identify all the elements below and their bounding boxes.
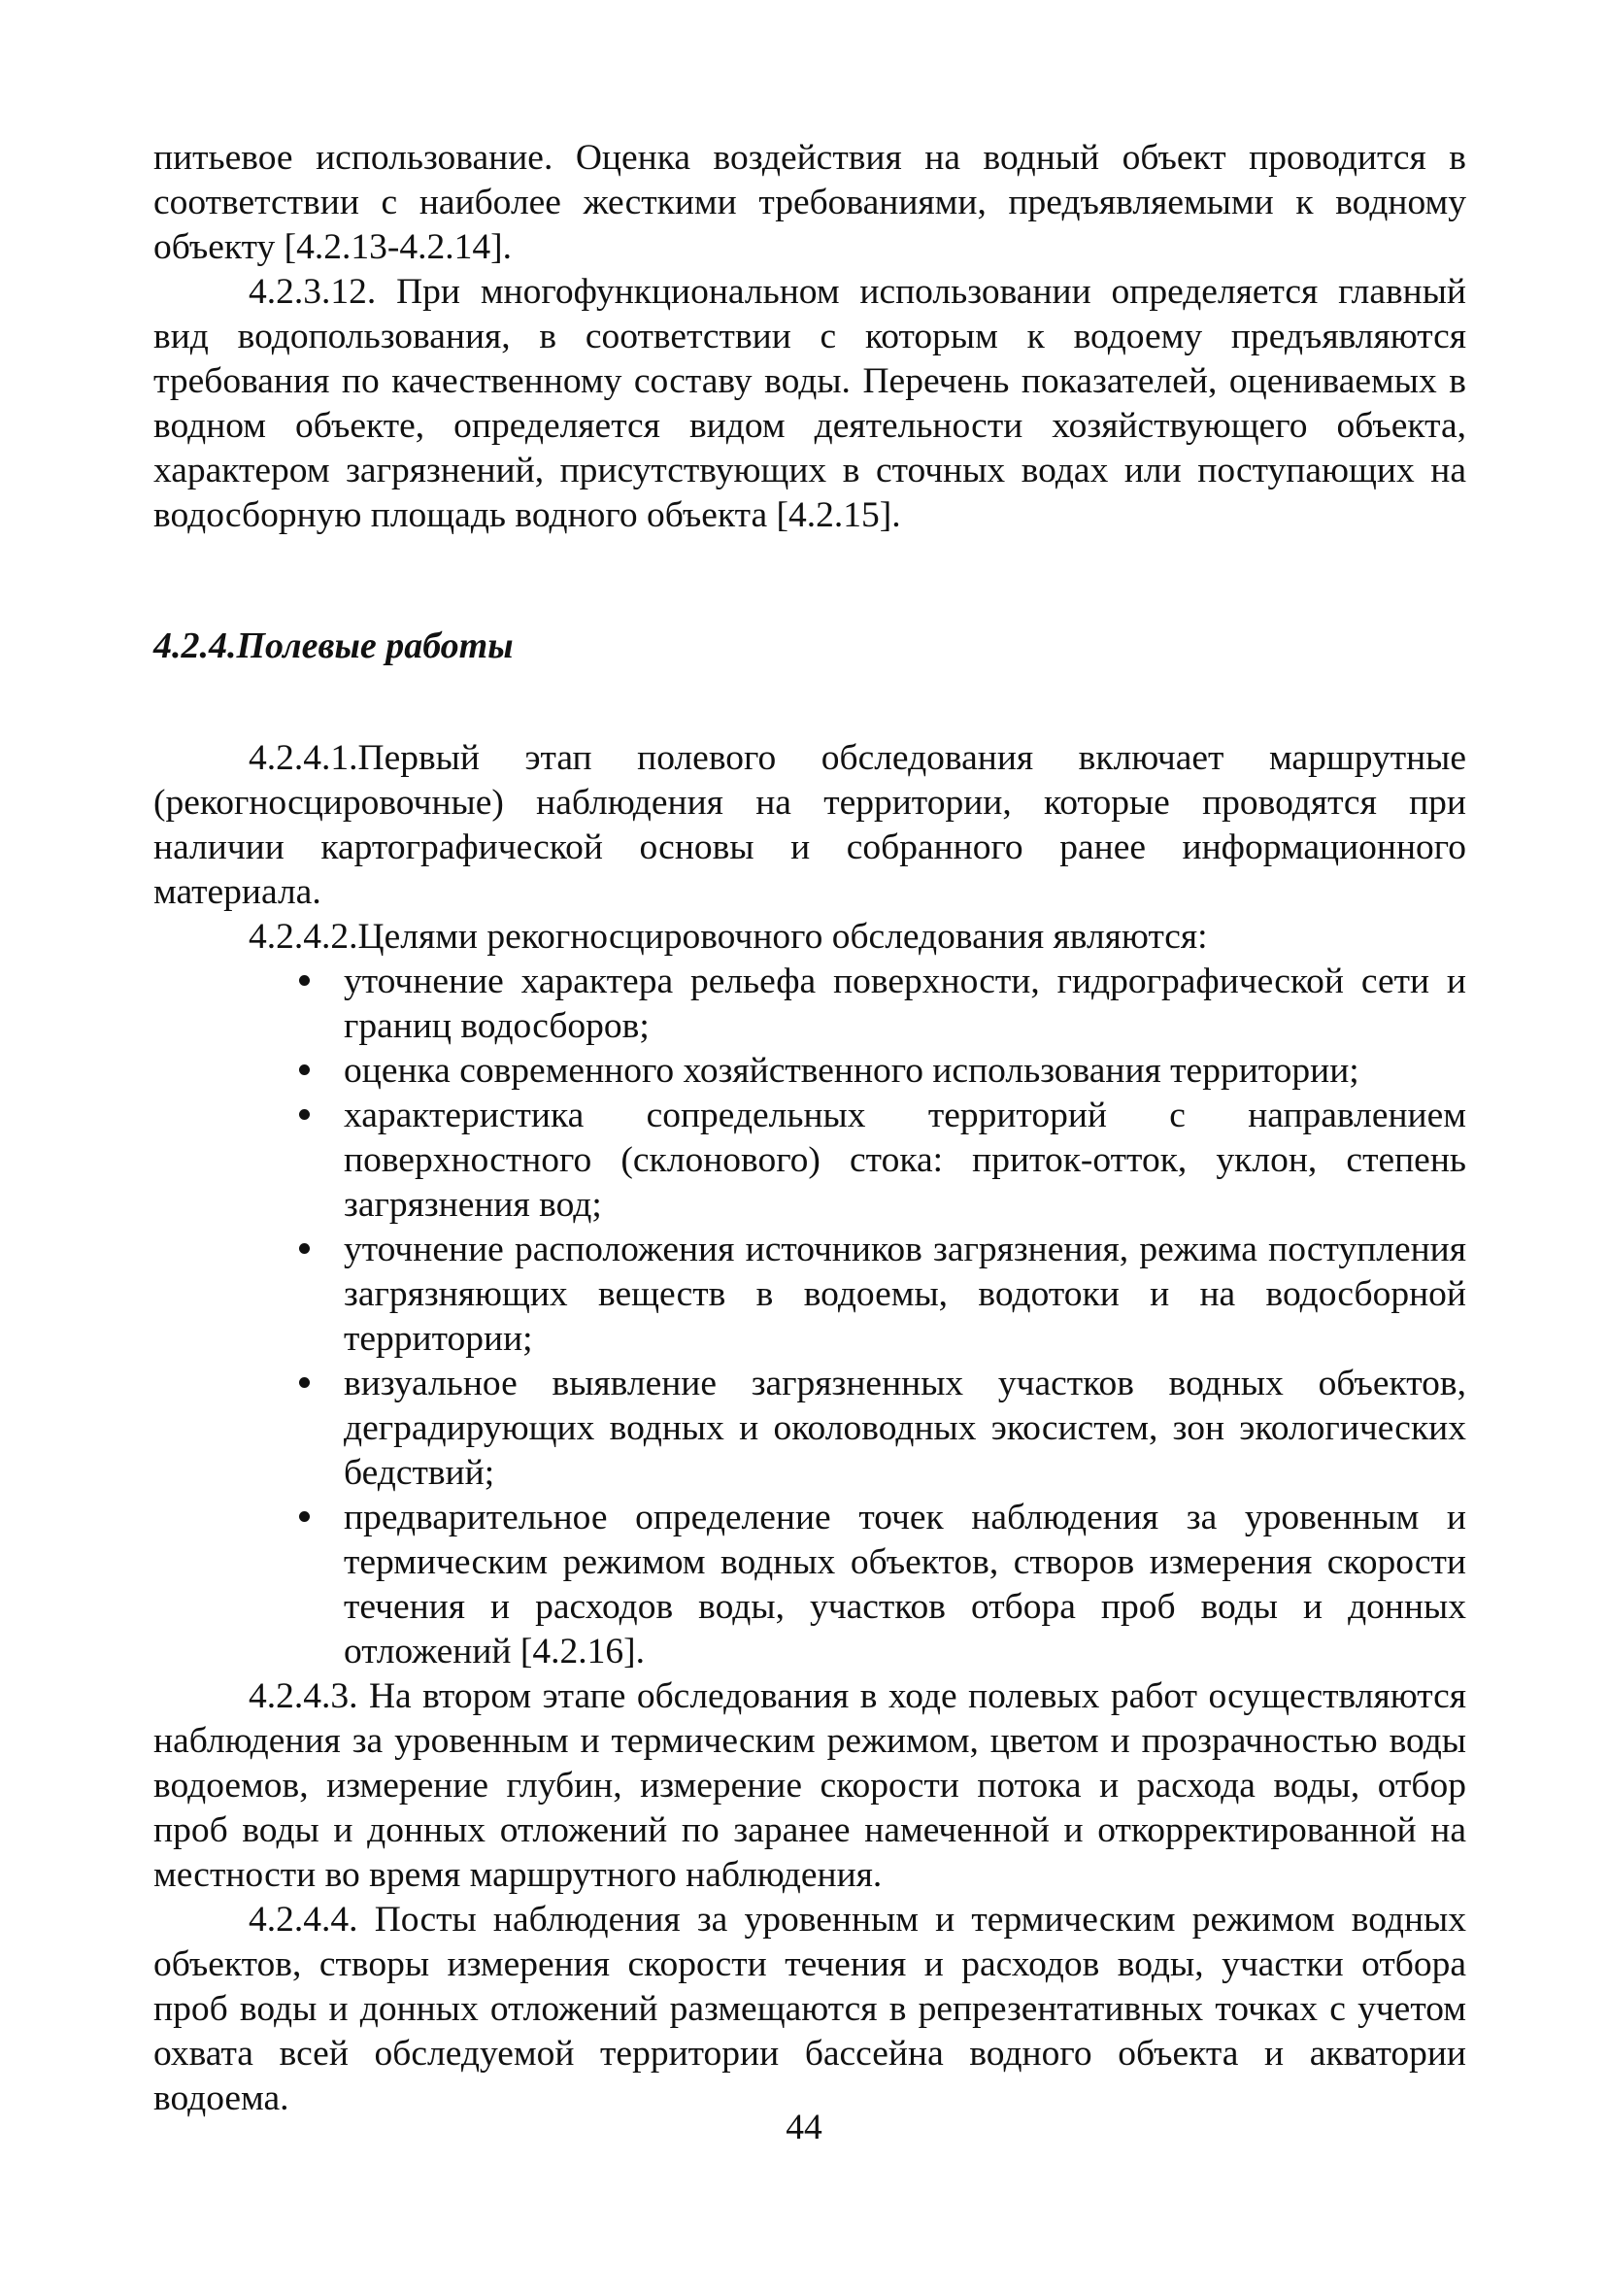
goals-bullet-list (153, 960, 1466, 1674)
paragraph-4-2-4-3: 4.2.4.3. На втором этапе обследования в ходе полевых работ осуществляются наблюдения за уровенным и термическим режимом, цветом и прозрачностью воды водоемов, измерение глубин, измерение скорости потока и расхода воды, отбор проб воды и донных отложений по заранее намеченной и откорректированной на местности во время маршрутного наблюдения. (153, 1676, 1466, 1895)
paragraph-continuation: питьевое использование. Оценка воздействия на водный объект проводится в соответствии с наиболее жесткими требованиями, предъявляемыми к водному объекту [4.2.13-4.2.14]. (153, 138, 1466, 267)
bullet-item: предварительное определение точек наблюдения за уровенным и термическим режимом водных объектов, створов измерения скорости течения и расходов воды, участков отбора проб воды и донных отложений [4.2.16]. (153, 1496, 1466, 1674)
paragraph-4-2-4-1: 4.2.4.1.Первый этап полевого обследования включает маршрутные (рекогносцировочные) наблюдения на территории, которые проводятся при наличии картографической основы и собранного ранее информационного материала. (153, 738, 1466, 912)
bullet-item: оценка современного хозяйственного использования территории; (153, 1049, 1466, 1094)
bullet-item: визуальное выявление загрязненных участков водных объектов, деградирующих водных и околоводных экосистем, зон экологических бедствий; (153, 1362, 1466, 1496)
page-number: 44 (786, 2108, 822, 2147)
paragraph-4-2-4-4: 4.2.4.4. Посты наблюдения за уровенным и термическим режимом водных объектов, створы измерения скорости течения и расходов воды, участки отбора проб воды и донных отложений размещаются в репрезентативных точках с учетом охвата всей обследуемой территории бассейна водного объекта и акватории водоема. (153, 1900, 1466, 2118)
bullet-item: уточнение расположения источников загрязнения, режима поступления загрязняющих веществ в водоемы, водотоки и на водосборной территории; (153, 1228, 1466, 1362)
paragraph-4-2-4-2: 4.2.4.2.Целями рекогносцировочного обследования являются: (249, 917, 1208, 957)
paragraph-4-2-3-12: 4.2.3.12. При многофункциональном использовании определяется главный вид водопользования, в соответствии с которым к водоему предъявляются требования по качественному составу воды. Перечень показателей, оцениваемых в водном объекте, определяется видом деятельности хозяйствующего объекта, характером загрязнений, присутствующих в сточных водах или поступающих на водосборную площадь водного объекта [4.2.15]. (153, 272, 1466, 535)
document-page (153, 136, 1466, 2121)
bullet-item: уточнение характера рельефа поверхности, гидрографической сети и границ водосборов; (153, 960, 1466, 1049)
section-heading: 4.2.4.Полевые работы (153, 625, 514, 666)
bullet-item: характеристика сопредельных территорий с направлением поверхностного (склонового) стока: приток-отток, уклон, степень загрязнения вод; (153, 1094, 1466, 1228)
